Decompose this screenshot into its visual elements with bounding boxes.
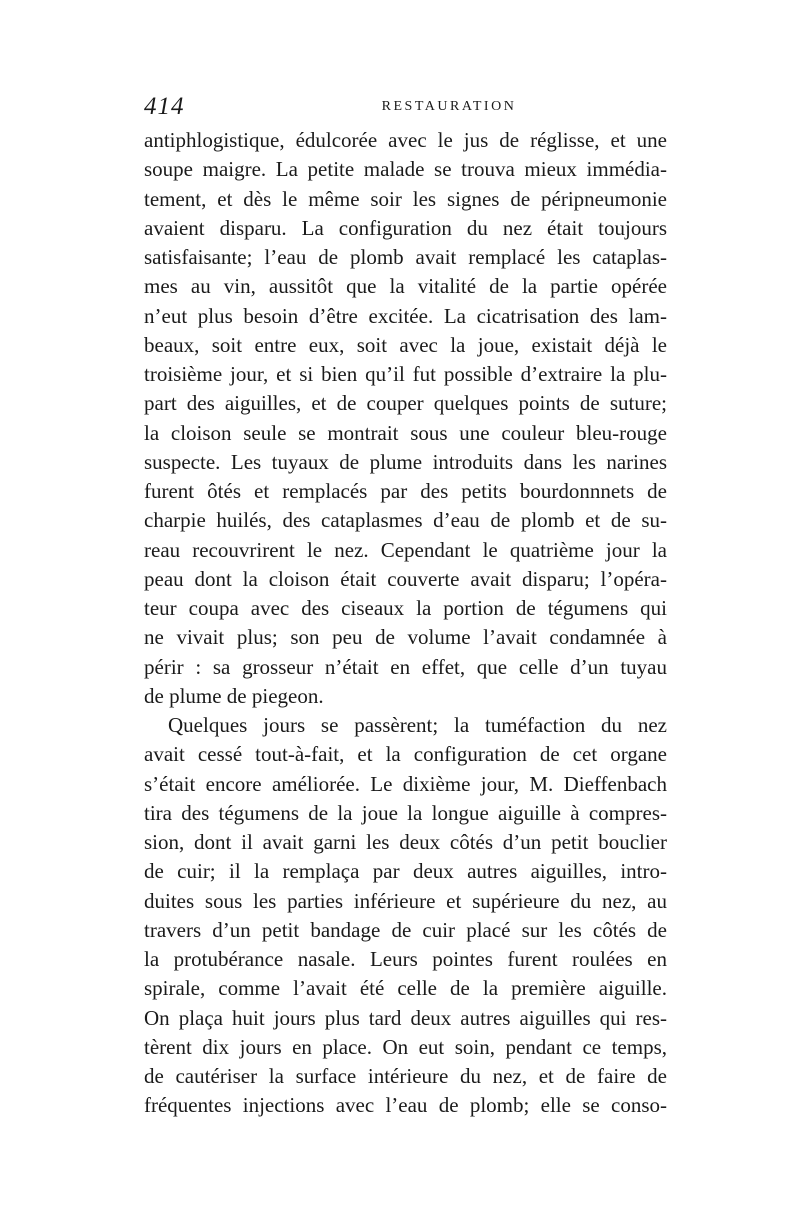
text-line: avaient disparu. La configuration du nez était toujours — [144, 215, 667, 240]
text-line: la protubérance nasale. Leurs pointes furent roulées en — [144, 947, 667, 971]
text-line: de plume de piegeon. — [144, 683, 324, 708]
text-line: satisfaisante; l’eau de plomb avait remplacé les cataplas- — [144, 245, 667, 269]
page-number: 414 — [144, 93, 185, 120]
text-line: charpie huilés, des cataplasmes d’eau de plomb et de su- — [144, 508, 667, 533]
paragraph-2 — [144, 711, 667, 1121]
text-line: de cuir; il la remplaça par deux autres aiguilles, intro- — [144, 859, 667, 884]
body-text — [144, 126, 667, 1121]
text-line: part des aiguilles, et de couper quelques points de suture; — [144, 391, 667, 416]
text-line: spirale, comme l’avait été celle de la première aiguille. — [144, 976, 667, 1001]
text-line: n’eut plus besoin d’être excitée. La cicatrisation des lam- — [144, 303, 667, 328]
text-line: troisième jour, et si bien qu’il fut possible d’extraire la plu- — [144, 362, 667, 386]
text-line: de cautériser la surface intérieure du nez, et de faire de — [144, 1064, 667, 1088]
text-line: s’était encore améliorée. Le dixième jour, M. Dieffenbach — [144, 771, 667, 796]
text-line: soupe maigre. La petite malade se trouva mieux immédia- — [144, 157, 667, 182]
text-line: antiphlogistique, édulcorée avec le jus de réglisse, et une — [144, 128, 667, 152]
text-line: teur coupa avec des ciseaux la portion de tégumens qui — [144, 596, 667, 620]
text-line: périr : sa grosseur n’était en effet, que celle d’un tuyau — [144, 654, 667, 679]
text-line: travers d’un petit bandage de cuir placé sur les côtés de — [144, 917, 667, 942]
text-line: peau dont la cloison était couverte avait disparu; l’opéra- — [144, 566, 667, 591]
text-line: tèrent dix jours en place. On eut soin, pendant ce temps, — [144, 1034, 667, 1059]
text-line: la cloison seule se montrait sous une couleur bleu-rouge — [144, 420, 667, 445]
text-line: ne vivait plus; son peu de volume l’avait condamnée à — [144, 625, 667, 650]
text-line: sion, dont il avait garni les deux côtés d’un petit bouclier — [144, 830, 667, 854]
running-head: RESTAURATION — [381, 99, 517, 114]
text-line: suspecte. Les tuyaux de plume introduits dans les narines — [144, 449, 667, 474]
text-line: On plaça huit jours plus tard deux autres aiguilles qui res- — [144, 1005, 667, 1030]
text-line: duites sous les parties inférieure et supérieure du nez, au — [144, 888, 667, 913]
text-line: mes au vin, aussitôt que la vitalité de la partie opérée — [144, 274, 667, 299]
text-line: tira des tégumens de la joue la longue aiguille à compres- — [144, 800, 667, 825]
text-line: beaux, soit entre eux, soit avec la joue, existait déjà le — [144, 332, 667, 357]
paragraph-1 — [144, 126, 667, 711]
page-header — [144, 92, 664, 122]
text-line: furent ôtés et remplacés par des petits bourdonnnets de — [144, 479, 667, 503]
text-line: tement, et dès le même soir les signes de péripneumonie — [144, 186, 667, 211]
text-line: fréquentes injections avec l’eau de plomb; elle se conso- — [144, 1093, 667, 1118]
text-line: avait cessé tout-à-fait, et la configuration de cet organe — [144, 742, 667, 767]
text-line: Quelques jours se passèrent; la tuméfaction du nez — [168, 713, 667, 737]
text-line: reau recouvrirent le nez. Cependant le quatrième jour la — [144, 537, 667, 562]
